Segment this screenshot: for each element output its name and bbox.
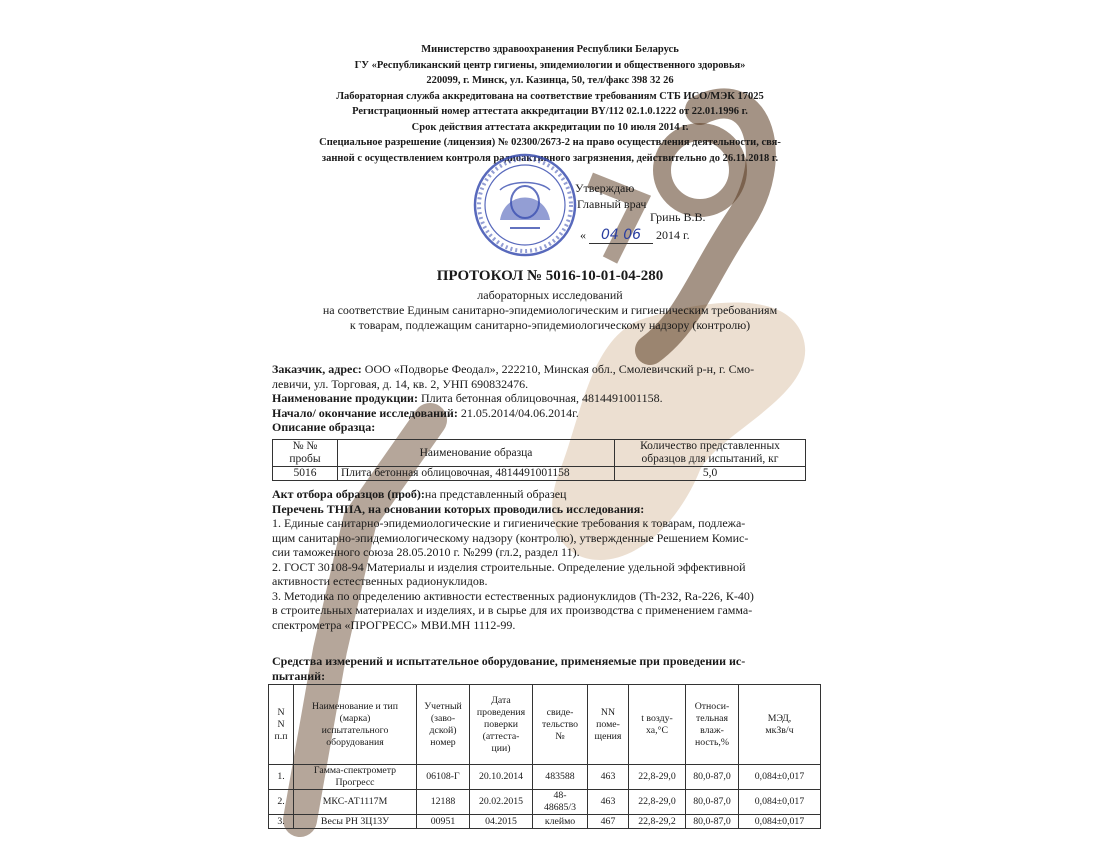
customer-text-2: левичи, ул. Торговая, д. 14, кв. 2, УНП 690832476. [272, 376, 529, 391]
product-label: Наименование продукции: [272, 391, 418, 405]
protocol-sub-3: к товарам, подлежащим санитарно-эпидемиологическому надзору (контролю) [349, 318, 751, 332]
eq-row-date: 20.10.2014 [470, 765, 533, 790]
protocol-sub-1: лабораторных исследований [477, 288, 623, 302]
table-row [269, 790, 821, 815]
eq-row-inventory: 06108-Г [417, 765, 470, 790]
eq-row-certificate: 48- 48685/3 [533, 790, 588, 815]
sample-table-header [273, 440, 806, 467]
approve-label: Утверждаю [575, 181, 635, 195]
eq-row-temperature: 22,8-29,0 [629, 765, 686, 790]
protocol-title: ПРОТОКОЛ № 5016-10-01-04-280 [436, 268, 664, 284]
tnpa-line-1: 1. Единые санитарно-эпидемиологические и гигиенические требования к товарам, подлежа- [272, 516, 746, 530]
eq-row-certificate: клеймо [533, 815, 588, 829]
eq-row-number: 3. [269, 815, 294, 829]
period-value: 21.05.2014/04.06.2014г. [457, 405, 579, 420]
eq-row-number: 1. [269, 765, 294, 790]
sampling-act-value: на представленный образец [424, 487, 567, 501]
header-registration: Регистрационный номер аттестата аккредитации BY/112 02.1.0.1222 от 22.01.1996 г. [352, 106, 748, 117]
eq-row-date: 04.2015 [470, 815, 533, 829]
eq-row-date: 20.02.2015 [470, 790, 533, 815]
approval-date [580, 227, 690, 244]
tnpa-line-8: спектрометра «ПРОГРЕСС» МВИ.МН 1112-99. [272, 617, 516, 632]
sample-description-label: Описание образца: [272, 420, 376, 434]
eq-row-inventory: 00951 [417, 815, 470, 829]
header-validity: Срок действия аттестата аккредитации по 10 июля 2014 г. [411, 121, 689, 133]
eq-header-temperature: t возду- ха,°С [629, 685, 686, 765]
sample-header-number: № № пробы [273, 440, 338, 467]
eq-header-inventory: Учетный (заво- дской) номер [417, 685, 470, 765]
eq-row-dose-rate: 0,084±0,017 [739, 790, 821, 815]
header-center: ГУ «Республиканский центр гигиены, эпидемиологии и общественного здоровья» [354, 59, 746, 71]
customer-section [272, 362, 812, 435]
eq-header-date: Дата проведения поверки (аттеста- ции) [470, 685, 533, 765]
eq-row-name: Весы РН 3Ц13У [294, 815, 417, 829]
customer-text-1: ООО «Подворье Феодал», 222210, Минская обл., Смолевичский р-н, г. Смо- [361, 362, 755, 376]
header-license-2: занной с осуществлением контроля радиоактивного загрязнения, действительно до 26.11.2018 г. [321, 152, 779, 164]
approver-name: Гринь В.В. [650, 210, 706, 224]
approve-position: Главный врач [577, 197, 647, 211]
equipment-label-2: пытаний: [272, 668, 326, 683]
approval-date-prefix: « [580, 228, 586, 242]
eq-header-humidity: Относи- тельная влаж- ность,% [686, 685, 739, 765]
tnpa-line-6: 3. Методика по определению активности естественных радионуклидов (Th-232, Ra-226, К-40) [272, 588, 754, 603]
tnpa-line-7: в строительных материалах и изделиях, и в сырье для их производства с применением гамма- [272, 603, 753, 617]
eq-row-humidity: 80,0-87,0 [686, 790, 739, 815]
sample-header-name: Наименование образца [338, 440, 615, 467]
eq-row-room: 467 [588, 815, 629, 829]
header-license-1: Специальное разрешение (лицензия) № 02300/2673-2 на право осуществления деятельности, свя- [319, 137, 781, 148]
eq-row-dose-rate: 0,084±0,017 [739, 815, 821, 829]
sampling-act-label: Акт отбора образцов (проб): [272, 487, 425, 501]
tnpa-line-3: сии таможенного союза 28.05.2010 г. №299 (гл.2, раздел 11). [272, 545, 580, 559]
header-accreditation: Лабораторная служба аккредитована на соответствие требованиям СТБ ИСО/МЭК 17025 [336, 90, 764, 102]
table-row [273, 467, 806, 481]
equipment-table [268, 684, 821, 829]
product-value: Плита бетонная облицовочная, 4814491001158. [417, 391, 663, 405]
table-row [269, 765, 821, 790]
eq-header-certificate: свиде- тельство № [533, 685, 588, 765]
equipment-label-1: Средства измерений и испытательное оборудование, применяемые при проведении ис- [272, 654, 746, 668]
equipment-section-label [272, 654, 812, 683]
eq-row-inventory: 12188 [417, 790, 470, 815]
tnpa-line-2: щим санитарно-эпидемиологическому надзору (контролю), утвержденные Решением Комис- [272, 530, 749, 545]
eq-row-humidity: 80,0-87,0 [686, 815, 739, 829]
tnpa-line-5: активности естественных радионуклидов. [272, 574, 488, 588]
period-label: Начало/ окончание исследований: [272, 405, 458, 420]
eq-row-certificate: 483588 [533, 765, 588, 790]
sample-number: 5016 [273, 467, 338, 481]
customer-label: Заказчик, адрес: [272, 362, 362, 376]
eq-row-room: 463 [588, 790, 629, 815]
tnpa-label: Перечень ТНПА, на основании которых проводились исследования: [272, 501, 645, 516]
approval-date-day: 04 06 [589, 227, 653, 244]
eq-header-room: NN поме- щения [588, 685, 629, 765]
sample-name: Плита бетонная облицовочная, 4814491001158 [338, 467, 615, 481]
protocol-subtitle [230, 288, 870, 333]
eq-row-humidity: 80,0-87,0 [686, 765, 739, 790]
protocol-sub-2: на соответствие Единым санитарно-эпидемиологическим и гигиеническим требованиям [322, 303, 778, 317]
eq-row-name: МКС-АТ1117М [294, 790, 417, 815]
equipment-table-header [269, 685, 821, 765]
table-row [269, 815, 821, 829]
tnpa-line-4: 2. ГОСТ 30108-94 Материалы и изделия строительные. Определение удельной эффективной [272, 559, 746, 574]
eq-row-room: 463 [588, 765, 629, 790]
tnpa-section [272, 487, 812, 632]
sample-header-quantity: Количество представленных образцов для испытаний, кг [615, 440, 806, 467]
eq-row-number: 2. [269, 790, 294, 815]
header-ministry: Министерство здравоохранения Республики Беларусь [421, 44, 679, 55]
official-stamp [470, 150, 580, 260]
eq-row-dose-rate: 0,084±0,017 [739, 765, 821, 790]
eq-row-temperature: 22,8-29,0 [629, 790, 686, 815]
sample-table [272, 439, 806, 481]
organization-header [230, 42, 870, 166]
approval-block [575, 180, 646, 212]
eq-row-temperature: 22,8-29,2 [629, 815, 686, 829]
eq-header-dose-rate: МЭД, мкЗв/ч [739, 685, 821, 765]
eq-header-name: Наименование и тип (марка) испытательного оборудования [294, 685, 417, 765]
eq-row-name: Гамма-спектрометр Прогресс [294, 765, 417, 790]
approval-date-year: 2014 г. [656, 228, 690, 242]
sample-quantity: 5,0 [615, 467, 806, 481]
header-address: 220099, г. Минск, ул. Казинца, 50, тел/факс 398 32 26 [426, 75, 674, 86]
eq-header-number: N N п.п [269, 685, 294, 765]
